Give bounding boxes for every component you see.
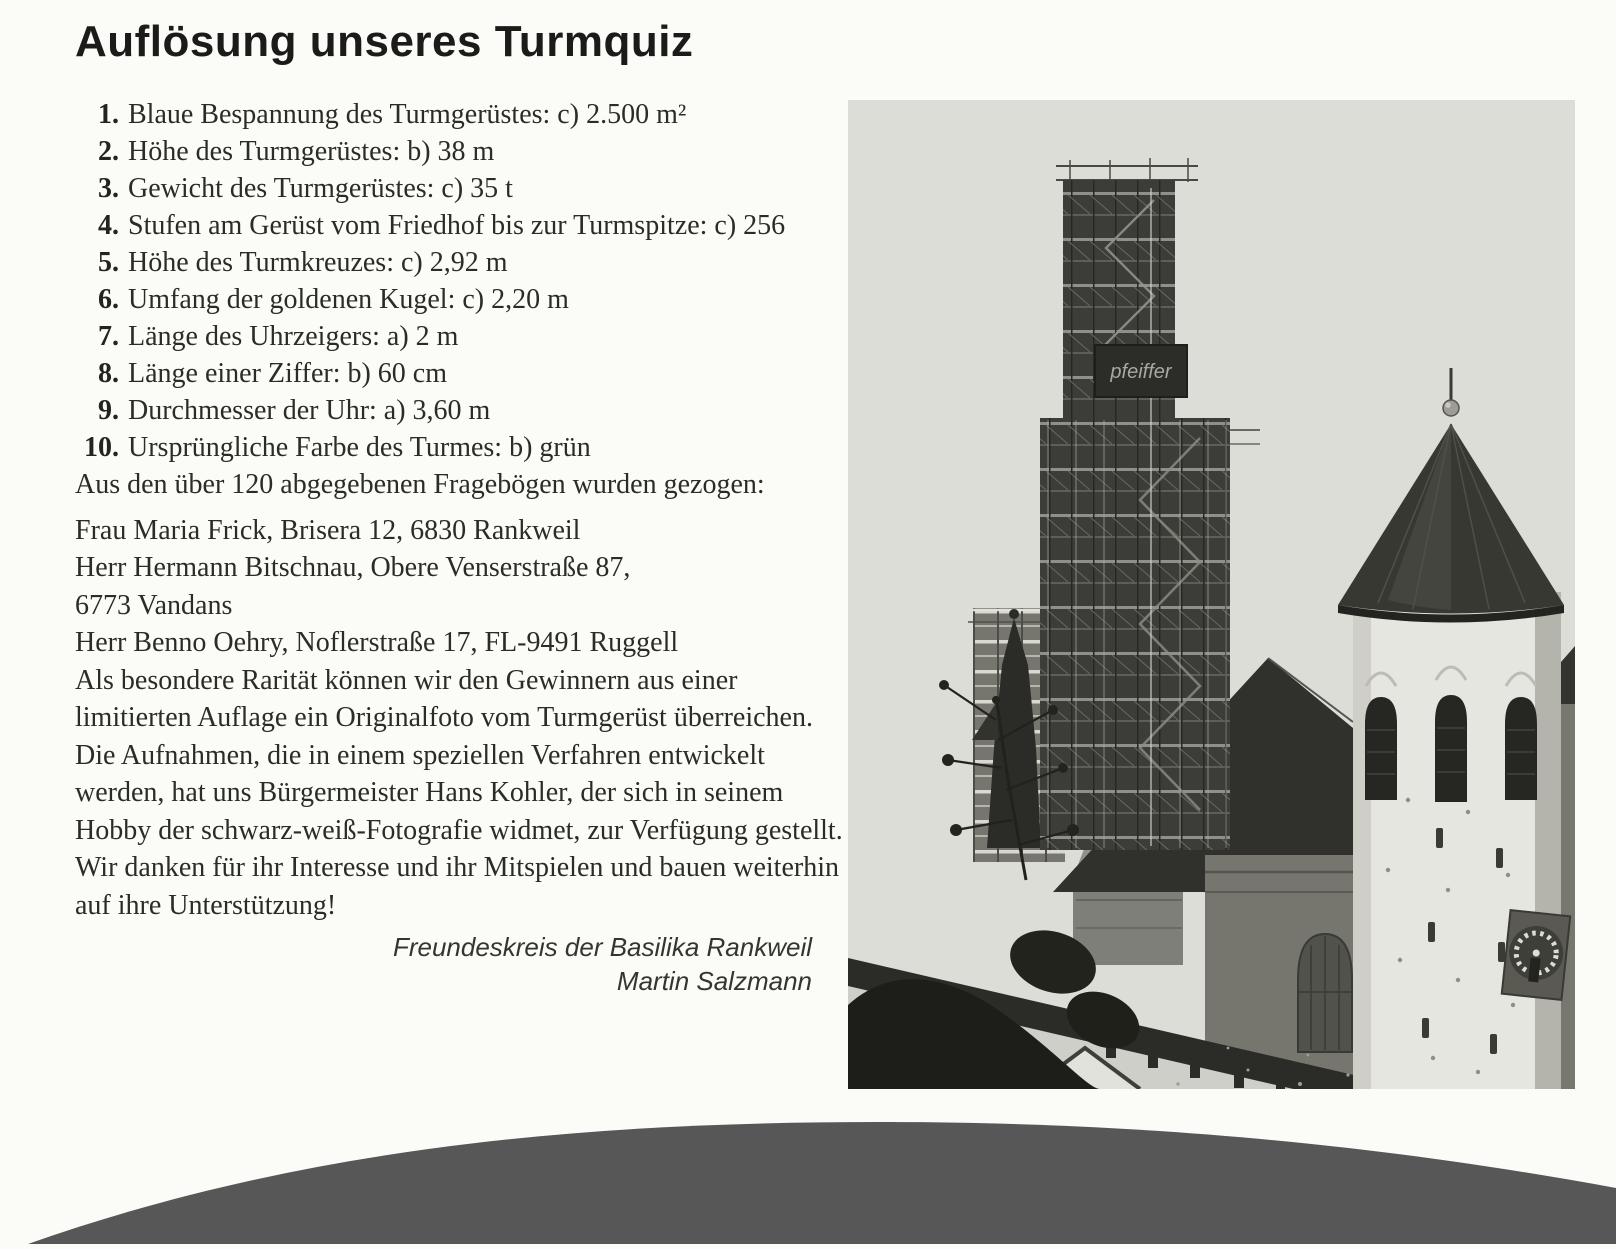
scaffold-lower-section	[1040, 418, 1230, 850]
quiz-item-number: 6.	[98, 284, 119, 316]
quiz-answer-item	[75, 355, 847, 392]
quiz-item-text: Durchmesser der Uhr: a) 3,60 m	[128, 395, 491, 427]
quiz-item-number: 9.	[98, 395, 119, 427]
quiz-item-number: 1.	[98, 99, 119, 131]
winner-line: Frau Maria Frick, Brisera 12, 6830 Rankweil	[75, 514, 581, 546]
quiz-item-number: 4.	[98, 210, 119, 242]
tower-photo	[848, 100, 1575, 1089]
quiz-answer-item	[75, 392, 847, 429]
footer-arc	[0, 1106, 1616, 1244]
quiz-answer-item	[75, 281, 847, 318]
spire-ball	[1443, 400, 1459, 416]
quiz-answer-item	[75, 133, 847, 170]
quiz-item-text: Umfang der goldenen Kugel: c) 2,20 m	[128, 284, 569, 316]
quiz-item-text: Länge einer Ziffer: b) 60 cm	[128, 358, 448, 390]
footer-arc-graphic	[0, 1106, 1616, 1244]
winner-line: 6773 Vandans	[75, 589, 233, 621]
quiz-item-text: Gewicht des Turmgerüstes: c) 35 t	[128, 173, 513, 205]
quiz-item-number: 3.	[98, 173, 119, 205]
quiz-item-text: Stufen am Gerüst vom Friedhof bis zur Turmspitze: c) 256	[128, 210, 786, 242]
article-text-column	[75, 18, 847, 998]
quiz-answer-item	[75, 170, 847, 207]
quiz-item-number: 8.	[98, 358, 119, 390]
winner-line: Herr Hermann Bitschnau, Obere Venserstraße 87,	[75, 552, 631, 584]
thanks-paragraph: Wir danken für ihr Interesse und ihr Mitspielen und bauen weiterhin auf ihre Unterstützung!	[75, 852, 839, 921]
quiz-answer-item	[75, 429, 847, 466]
quiz-item-text: Blaue Bespannung des Turmgerüstes: c) 2.500 m²	[128, 99, 687, 131]
right-edge-shade	[1561, 704, 1575, 1089]
article-title: Auflösung unseres Turmquiz	[75, 17, 694, 66]
quiz-item-number: 7.	[98, 321, 119, 353]
quiz-answer-item	[75, 318, 847, 355]
quiz-item-number: 10.	[84, 432, 119, 464]
quiz-item-number: 2.	[98, 136, 119, 168]
quiz-answer-item	[75, 207, 847, 244]
belfry-windows	[1365, 695, 1537, 802]
quiz-item-text: Länge des Uhrzeigers: a) 2 m	[128, 321, 459, 353]
winner-line: Herr Benno Oehry, Noflerstraße 17, FL-9491 Ruggell	[75, 627, 679, 659]
draw-intro-paragraph: Aus den über 120 abgegebenen Fragebögen wurden gezogen:	[75, 469, 765, 501]
credit-author: Martin Salzmann	[616, 966, 812, 997]
credit-block	[75, 930, 812, 998]
quiz-item-number: 5.	[98, 247, 119, 279]
tower-clock	[1502, 910, 1570, 1000]
quiz-item-text: Ursprüngliche Farbe des Turmes: b) grün	[128, 432, 591, 464]
tower-photo-graphic	[848, 100, 1575, 1089]
quiz-item-text: Höhe des Turmgerüstes: b) 38 m	[128, 136, 495, 168]
quiz-answer-list	[75, 96, 847, 466]
pfeiffer-banner	[1095, 345, 1187, 397]
round-tower-body	[1353, 592, 1561, 1089]
credit-organization: Freundeskreis der Basilika Rankweil	[392, 932, 812, 963]
rarity-paragraph: Als besondere Rarität können wir den Gewinnern aus einer limitierten Auflage ein Originalfoto vom Turmgerüst überreichen. Die Aufnahmen, die in einem speziellen Verfahren entwickelt werden, hat uns Bürgermeister Hans Kohler, der sich in seinem Hobby der schwarz-weiß-Fotografie widmet, zur Verfügung gestellt.	[75, 664, 843, 846]
quiz-answer-item	[75, 96, 847, 133]
quiz-answer-item	[75, 244, 847, 281]
winners-list	[75, 512, 847, 662]
banner-text: pfeiffer	[1110, 361, 1172, 383]
quiz-item-text: Höhe des Turmkreuzes: c) 2,92 m	[128, 247, 508, 279]
